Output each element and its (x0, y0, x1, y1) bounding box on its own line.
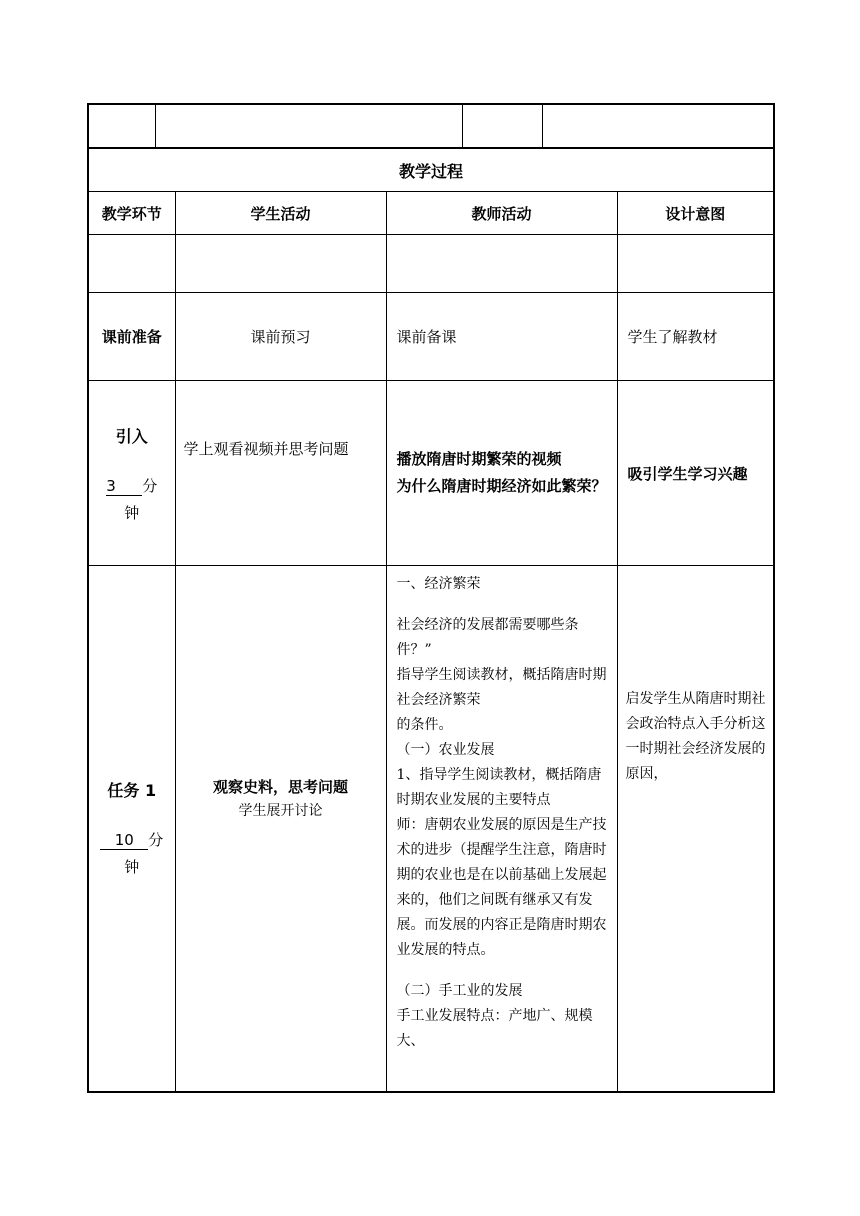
task1-intent: 启发学生从隋唐时期社会政治特点入手分析这一时期社会经济发展的原因， (617, 566, 774, 1092)
table-title: 教学过程 (88, 148, 774, 192)
task1-student-line2: 学生展开讨论 (238, 803, 323, 819)
empty-cell (386, 235, 617, 293)
info-cell-3 (462, 104, 542, 149)
header-stage: 教学环节 (88, 192, 175, 235)
intro-teacher-line1: 播放隋唐时期繁荣的视频 (396, 450, 562, 468)
task1-stage-cell (88, 566, 175, 1092)
task1-teacher-p4: 的条件。 (396, 717, 453, 733)
task1-teacher-p9: 手工业发展特点：产地广、规模大、 (396, 1008, 593, 1049)
table-row (88, 293, 774, 381)
info-cell-1 (88, 104, 155, 149)
task1-teacher-p3: 指导学生阅读教材，概括隋唐时期社会经济繁荣 (396, 667, 607, 708)
task1-unit-a: 分 (148, 831, 164, 849)
intro-teacher-cell (386, 381, 617, 566)
task1-teacher-p8: （二）手工业的发展 (396, 983, 523, 999)
info-header-table (87, 103, 775, 149)
task1-student-line1: 观察史料，思考问题 (212, 778, 348, 796)
task1-duration (89, 829, 175, 850)
task1-teacher-p1: 一、经济繁荣 (396, 576, 481, 592)
task1-student-cell (175, 566, 386, 1092)
teaching-process-table (87, 147, 775, 1093)
header-student: 学生活动 (175, 192, 386, 235)
task1-teacher-p7: 师：唐朝农业发展的原因是生产技术的进步（提醒学生注意，隋唐时期的农业也是在以前基础上发展起来的，他们之间既有继承又有发展。而发展的内容正是隋唐时期农业发展的特点。 (396, 817, 607, 958)
intro-duration (89, 475, 175, 496)
table-row (88, 566, 774, 1092)
task1-teacher-p6: 1、指导学生阅读教材，概括隋唐时期农业发展的主要特点 (396, 767, 602, 808)
intro-unit-b: 钟 (124, 503, 140, 522)
intro-teacher-line2: 为什么隋唐时期经济如此繁荣？ (396, 477, 607, 495)
empty-cell (175, 235, 386, 293)
prep-intent: 学生了解教材 (617, 293, 774, 381)
task1-unit-b: 钟 (124, 858, 140, 876)
task1-minutes: 10 (100, 831, 148, 850)
intro-stage-cell (88, 381, 175, 566)
intro-student: 学上观看视频并思考问题 (175, 381, 386, 566)
task1-teacher-cell (386, 566, 617, 1092)
intro-stage: 引入 (115, 426, 148, 446)
intro-minutes: 3 (106, 477, 142, 496)
info-cell-4 (542, 104, 774, 149)
info-row (88, 104, 774, 149)
header-intent: 设计意图 (617, 192, 774, 235)
prep-stage: 课前准备 (88, 293, 175, 381)
task1-stage: 任务 1 (107, 781, 157, 800)
prep-student: 课前预习 (175, 293, 386, 381)
empty-cell (617, 235, 774, 293)
title-row (88, 148, 774, 192)
empty-row (88, 235, 774, 293)
empty-cell (88, 235, 175, 293)
prep-teacher: 课前备课 (386, 293, 617, 381)
task1-teacher-p2: 社会经济的发展都需要哪些条件？” (396, 617, 579, 658)
task1-teacher-p5: （一）农业发展 (396, 742, 495, 758)
table-row (88, 381, 774, 566)
header-row (88, 192, 774, 235)
header-teacher: 教师活动 (386, 192, 617, 235)
intro-intent: 吸引学生学习兴趣 (617, 381, 774, 566)
info-cell-2 (155, 104, 462, 149)
intro-unit-a: 分 (142, 476, 158, 495)
